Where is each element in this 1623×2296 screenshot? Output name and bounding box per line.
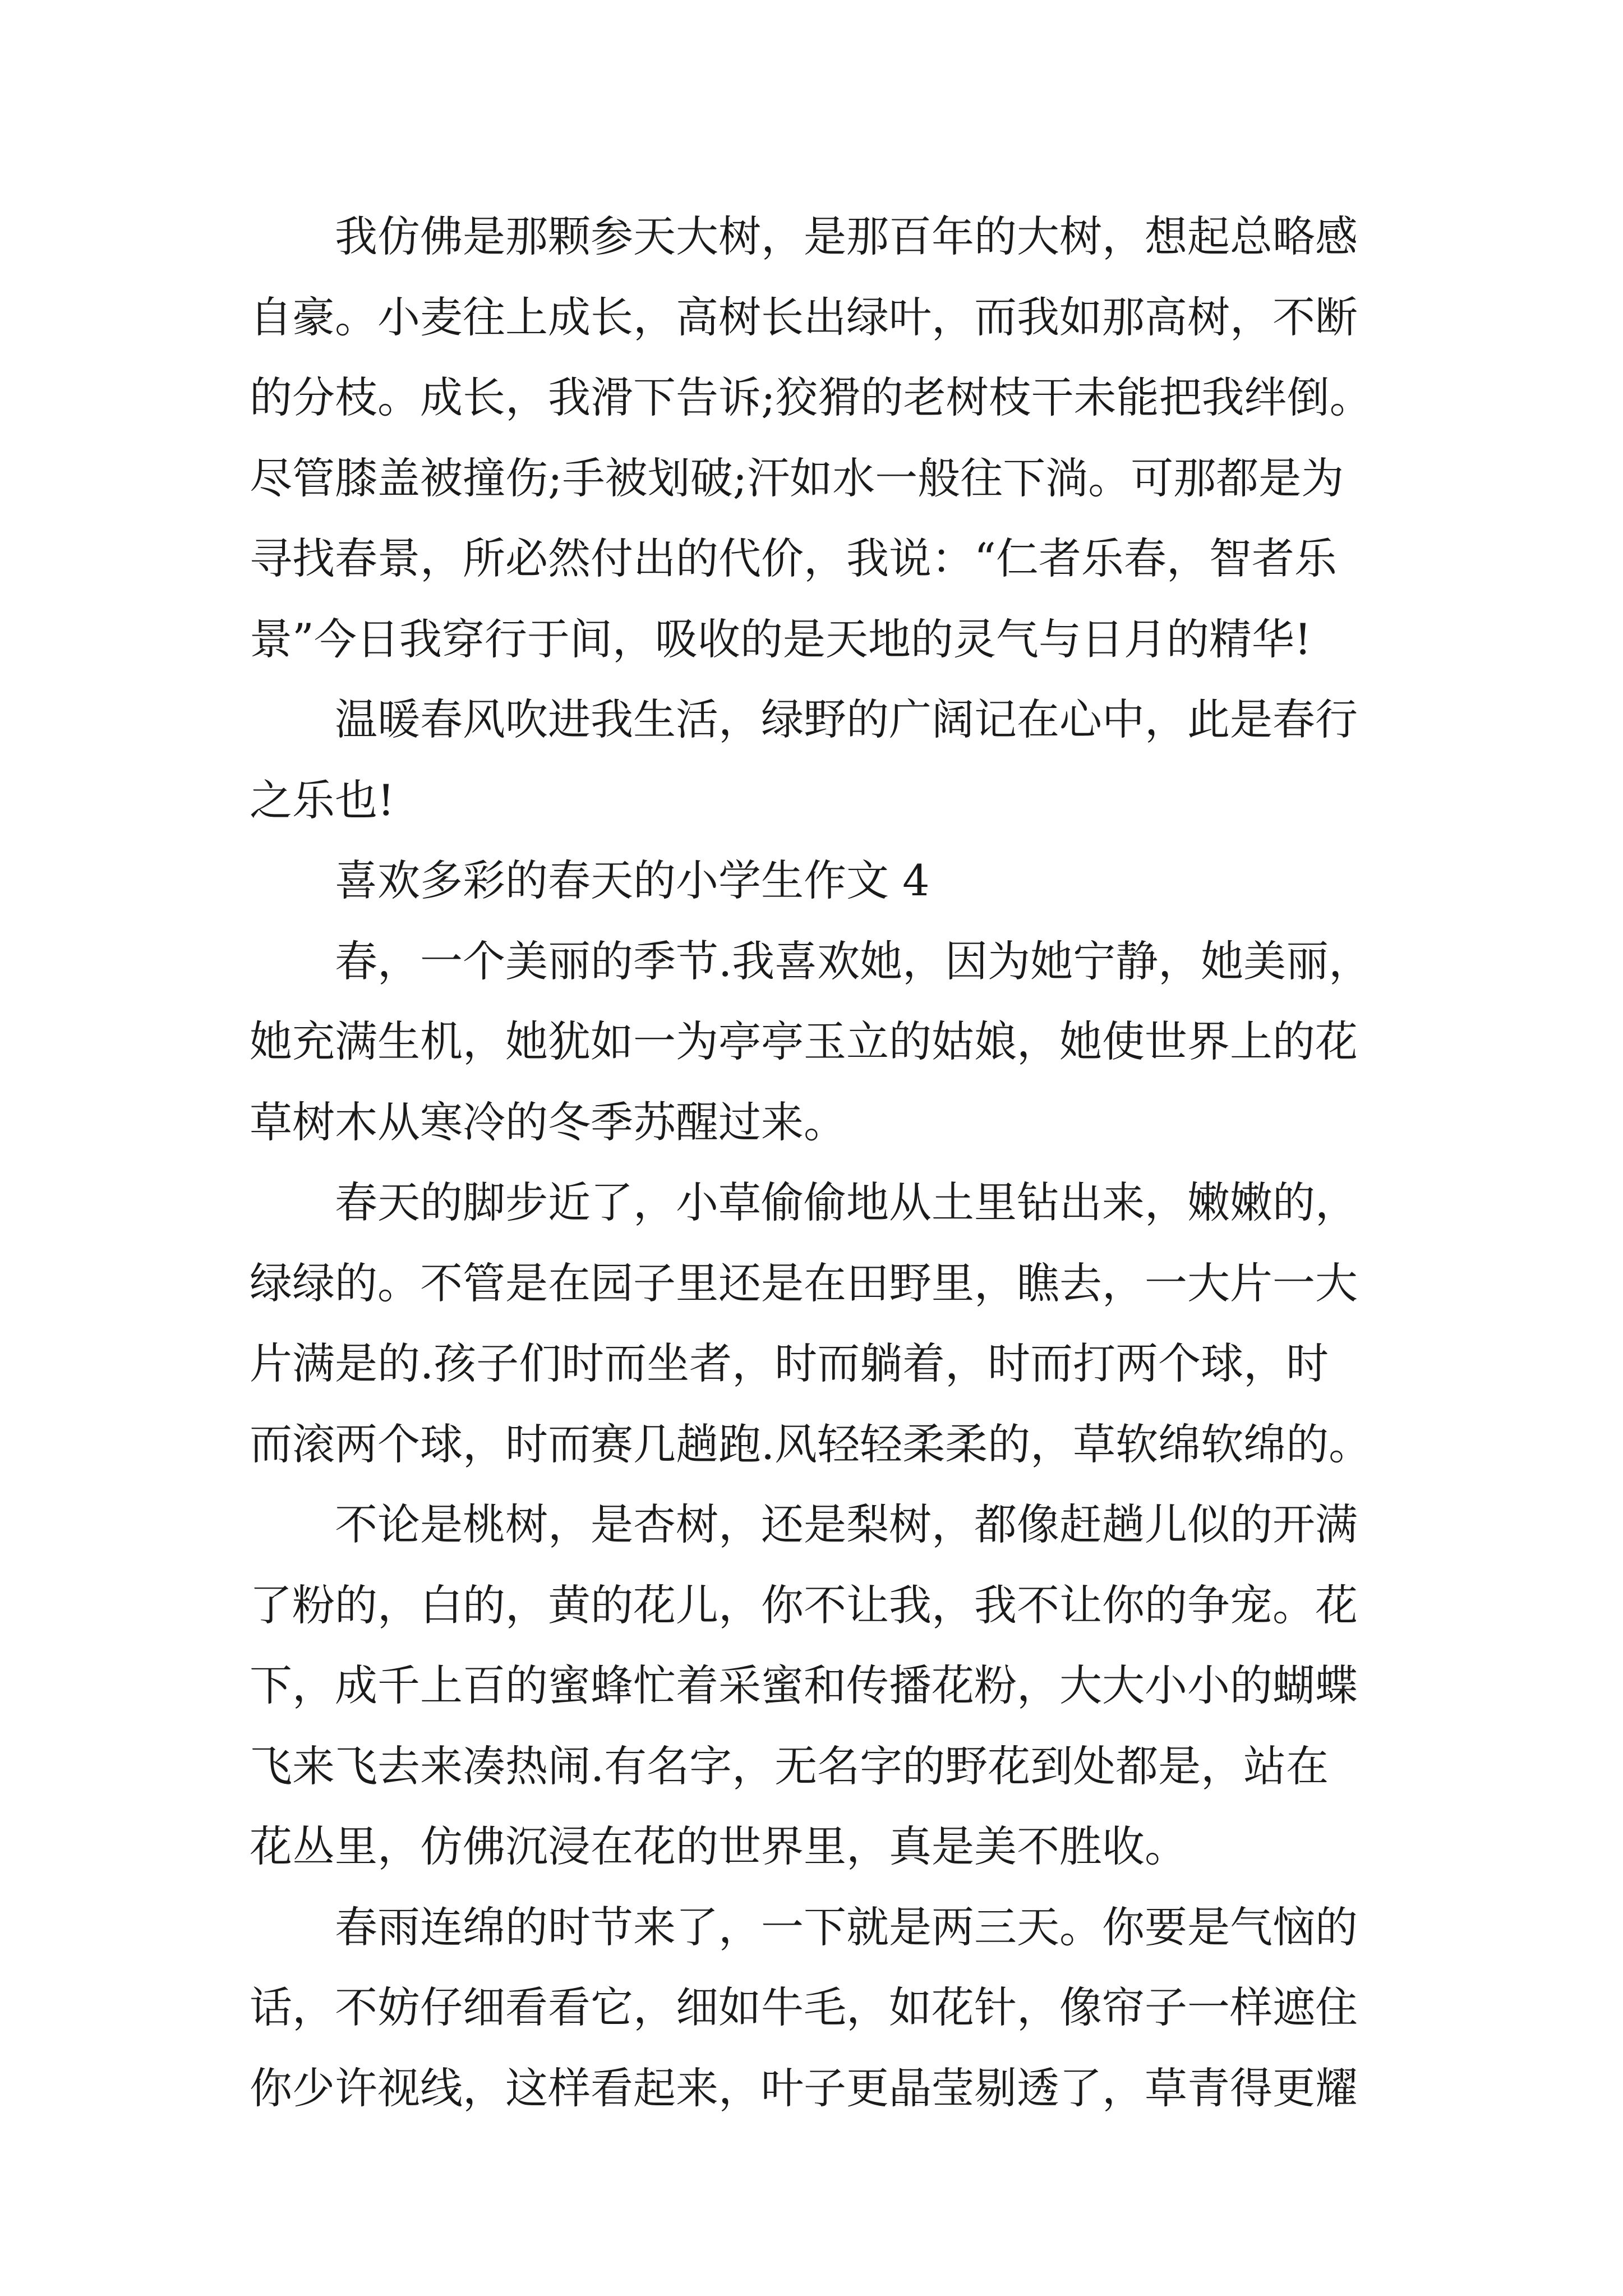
- paragraph-line: 尽管膝盖被撞伤;手被划破;汗如水一般往下淌。可那都是为: [250, 453, 1344, 503]
- paragraph-line: 而滚两个球，时而赛几趟跑.风轻轻柔柔的，草软绵软绵的。: [250, 1419, 1372, 1469]
- paragraph-line: 花丛里，仿佛沉浸在花的世界里，真是美不胜收。: [250, 1821, 1187, 1871]
- paragraph-line: 春雨连绵的时节来了，一下就是两三天。你要是气恼的: [335, 1902, 1358, 1952]
- paragraph-line: 飞来飞去来凑热闹.有名字，无名字的野花到处都是，站在: [250, 1741, 1329, 1791]
- paragraph-line: 下，成千上百的蜜蜂忙着采蜜和传播花粉，大大小小的蝴蝶: [250, 1660, 1358, 1710]
- paragraph-line: 寻找春景，所必然付出的代价，我说：“仁者乐春，智者乐: [250, 533, 1337, 583]
- paragraph-line: 话，不妨仔细看看它，细如牛毛，如花针，像帘子一样遮住: [250, 1982, 1358, 2032]
- paragraph-line: 自豪。小麦往上成长，高树长出绿叶，而我如那高树，不断: [250, 292, 1358, 342]
- paragraph-line: 绿绿的。不管是在园子里还是在田野里，瞧去，一大片一大: [250, 1258, 1358, 1308]
- paragraph-line: 春天的脚步近了，小草偷偷地从土里钻出来，嫩嫩的，: [335, 1177, 1358, 1227]
- paragraph-line: 温暖春风吹进我生活，绿野的广阔记在心中，此是春行: [335, 694, 1358, 744]
- paragraph-line: 的分枝。成长，我滑下告诉;狡猾的老树枝干未能把我绊倒。: [250, 372, 1372, 422]
- paragraph-line: 了粉的，白的，黄的花儿，你不让我，我不让你的争宠。花: [250, 1580, 1358, 1630]
- paragraph-line: 草树木从寒冷的冬季苏醒过来。: [250, 1097, 846, 1147]
- paragraph-line: 你少许视线，这样看起来，叶子更晶莹剔透了，草青得更耀: [250, 2063, 1358, 2113]
- paragraph-line: 我仿佛是那颗参天大树，是那百年的大树，想起总略感: [335, 211, 1358, 261]
- document-body: [250, 196, 1385, 2128]
- paragraph-line: 春，一个美丽的季节.我喜欢她，因为她宁静，她美丽，: [335, 936, 1372, 986]
- paragraph-line: 她充满生机，她犹如一为亭亭玉立的姑娘，她使世界上的花: [250, 1016, 1358, 1066]
- paragraph-line: 之乐也!: [250, 775, 395, 825]
- paragraph-line: 不论是桃树，是杏树，还是梨树，都像赶趟儿似的开满: [335, 1499, 1358, 1549]
- paragraph-line: 片满是的.孩子们时而坐者，时而躺着，时而打两个球，时: [250, 1338, 1329, 1388]
- section-heading: 喜欢多彩的春天的小学生作文 4: [335, 855, 930, 905]
- paragraph-line: 景”今日我穿行于间，吸收的是天地的灵气与日月的精华!: [250, 614, 1312, 664]
